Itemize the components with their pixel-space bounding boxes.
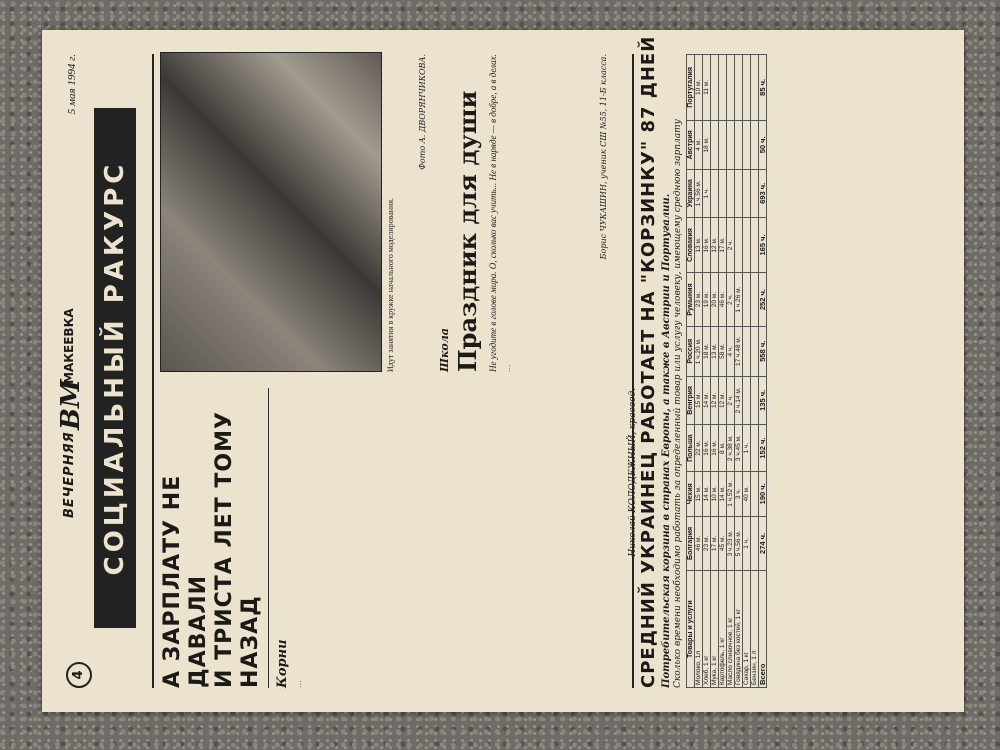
section-title: СОЦИАЛЬНЫЙ РАКУРС <box>94 108 136 628</box>
basket-title: СРЕДНИЙ УКРАИНЕЦ РАБОТАЕТ НА "КОРЗИНКУ" 87 ДНЕЙ <box>638 35 659 688</box>
table-row <box>711 55 719 688</box>
time-cell <box>743 55 751 121</box>
time-cell <box>735 120 743 169</box>
goods-cell: Картофель, 1 кг <box>719 571 727 688</box>
time-cell <box>711 169 719 217</box>
time-cell: 4 ч. <box>727 326 735 376</box>
photo-credit: Фото А. ДВОРЯНЧИКОВА. <box>418 54 427 170</box>
goods-cell: Молоко, 1л <box>695 571 703 688</box>
goods-cell: Хлеб, 1 кг <box>703 571 711 688</box>
basket-col-header: Товары и услуги <box>687 571 695 688</box>
time-cell: 1 ч. <box>703 169 711 217</box>
basket-col-header: Португалия <box>687 55 695 121</box>
paper-name: ВЕЧЕРНЯЯ <box>62 431 77 518</box>
time-cell: 190 ч. <box>759 472 767 517</box>
basket-col-header: Венгрия <box>687 376 695 425</box>
time-cell: 16 м. <box>703 217 711 273</box>
masthead <box>56 54 154 688</box>
time-cell: 2 ч. <box>727 273 735 327</box>
lead-rubric: Корни <box>275 639 290 688</box>
time-cell <box>727 55 735 121</box>
basket-lead-2: Сколько времени необходимо работать за определенный товар или услугу человеку, имеющему среднюю зарплату <box>673 119 683 688</box>
classroom-photo <box>160 52 382 372</box>
time-cell: 1 ч. <box>743 425 751 472</box>
basket-col-header: Чехия <box>687 472 695 517</box>
time-cell <box>727 169 735 217</box>
time-cell: 46 м. <box>719 273 727 327</box>
time-cell: 16 м. <box>711 425 719 472</box>
school-title: Праздник для души <box>453 90 482 372</box>
time-cell: 20 м. <box>711 273 719 327</box>
time-cell: 50 ч. <box>759 120 767 169</box>
time-cell <box>743 120 751 169</box>
basket-col-header: Украина <box>687 169 695 217</box>
basket-col-header: Польша <box>687 425 695 472</box>
lead-byline: Николай КОЛОДЕЖНЫЙ, краевед. <box>628 388 638 557</box>
basket-col-header: Словакия <box>687 217 695 273</box>
newspaper-page <box>42 30 964 712</box>
time-cell: 152 ч. <box>759 425 767 472</box>
page-content <box>42 30 964 712</box>
school-text: … <box>503 364 512 372</box>
time-cell <box>719 55 727 121</box>
goods-cell: Всего <box>759 571 767 688</box>
time-cell: 16 м. <box>703 425 711 472</box>
goods-cell: Говядина без костей, 1 кг <box>735 571 743 688</box>
time-cell: 58 м. <box>719 326 727 376</box>
time-cell: 12 м. <box>719 376 727 425</box>
time-cell <box>743 326 751 376</box>
basket-table-body <box>695 55 767 688</box>
table-row <box>735 55 743 688</box>
basket-table <box>686 54 767 688</box>
time-cell: 15 м. <box>695 472 703 517</box>
time-cell: 12 м. <box>711 217 719 273</box>
time-cell: 85 ч. <box>759 55 767 121</box>
school-rubric: Школа <box>438 328 451 372</box>
time-cell <box>743 376 751 425</box>
time-cell: 23 м. <box>703 516 711 571</box>
time-cell: 1 ч.56 м. <box>695 169 703 217</box>
time-cell <box>735 55 743 121</box>
photo-caption: Идут занятия в кружке начального моделирования. <box>386 197 395 372</box>
basket-table-header <box>687 55 695 688</box>
time-cell: 693 ч. <box>759 169 767 217</box>
table-row <box>703 55 711 688</box>
time-cell <box>743 273 751 327</box>
table-row <box>743 55 751 688</box>
goods-cell: Масло сливочное, 1 кг <box>727 571 735 688</box>
time-cell: 10 м. <box>695 55 703 121</box>
time-cell: 4 м. <box>695 120 703 169</box>
issue-date: 5 мая 1994 г. <box>66 54 78 115</box>
time-cell <box>735 217 743 273</box>
page-number: 4 <box>66 662 92 688</box>
school-article-body <box>438 54 618 372</box>
time-cell: 3 ч.23 м. <box>727 516 735 571</box>
time-cell <box>727 120 735 169</box>
basket-col-header: Румыния <box>687 273 695 327</box>
time-cell: 15 м. <box>695 376 703 425</box>
goods-cell: Мука, 1 кг <box>711 571 719 688</box>
basket-col-header: Австрия <box>687 120 695 169</box>
goods-cell: Бензин, 1 л <box>751 571 759 688</box>
time-cell: 1 ч.52 м. <box>727 472 735 517</box>
time-cell: 2 ч. <box>727 217 735 273</box>
time-cell: 3 ч.45 м. <box>735 425 743 472</box>
basket-col-header: Россия <box>687 326 695 376</box>
table-row <box>759 55 767 688</box>
time-cell <box>735 169 743 217</box>
time-cell: 18 м. <box>703 326 711 376</box>
school-byline: Борис ЧУКАШИН, ученик СШ №55, 11-Б класса. <box>599 54 608 260</box>
paper-city: МАКЕЕВКА <box>62 308 76 384</box>
time-cell: 135 ч. <box>759 376 767 425</box>
goods-cell: Сахар, 1 кг <box>743 571 751 688</box>
time-cell: 1 ч.20 м. <box>695 326 703 376</box>
time-cell: 45 м. <box>719 516 727 571</box>
time-cell: 23 м. <box>695 273 703 327</box>
time-cell: 252 ч. <box>759 273 767 327</box>
time-cell: 18 м. <box>703 120 711 169</box>
basket-article <box>632 35 952 688</box>
time-cell: 17 м. <box>719 217 727 273</box>
time-cell: 558 ч. <box>759 326 767 376</box>
time-cell <box>743 217 751 273</box>
time-cell <box>743 169 751 217</box>
time-cell: 14 м. <box>719 472 727 517</box>
time-cell: 10 м. <box>711 472 719 517</box>
school-article <box>160 54 620 372</box>
time-cell: 3 ч. <box>735 472 743 517</box>
time-cell: 17 м. <box>711 516 719 571</box>
time-cell: 14 м. <box>703 376 711 425</box>
time-cell <box>711 55 719 121</box>
paper-logo: ВМ <box>56 379 86 430</box>
lead-headline <box>160 388 269 688</box>
time-cell: 13 м. <box>711 326 719 376</box>
table-row <box>719 55 727 688</box>
basket-lead: Потребительская корзина в странах Европы, а также в Австрии и Португалии. <box>661 193 672 688</box>
time-cell: 14 м. <box>703 472 711 517</box>
table-row <box>695 55 703 688</box>
time-cell <box>719 120 727 169</box>
time-cell: 11 м. <box>703 55 711 121</box>
lead-headline-line-1: А ЗАРПЛАТУ НЕ ДАВАЛИ <box>160 474 211 688</box>
time-cell: 8 м. <box>719 425 727 472</box>
time-cell: 274 ч. <box>759 516 767 571</box>
school-lead: Не угодите в голове мира. О, сколько вас учить... Не в наряде — в добре, а в делах. <box>488 54 498 372</box>
time-cell: 2 ч.38 м. <box>727 425 735 472</box>
time-cell: 1 ч.26 м. <box>735 273 743 327</box>
table-row <box>727 55 735 688</box>
lead-headline-line-2: И ТРИСТА ЛЕТ ТОМУ НАЗАД <box>212 411 263 688</box>
time-cell: 17 ч.48 м. <box>735 326 743 376</box>
time-cell: 46 м. <box>695 516 703 571</box>
time-cell: 12 м. <box>711 376 719 425</box>
time-cell <box>719 169 727 217</box>
time-cell: 2 ч.14 м. <box>735 376 743 425</box>
time-cell: 1 ч. <box>743 516 751 571</box>
time-cell <box>711 120 719 169</box>
time-cell: 19 м. <box>703 273 711 327</box>
time-cell: 22 м. <box>695 425 703 472</box>
basket-col-header: Болгария <box>687 516 695 571</box>
time-cell: 165 ч. <box>759 217 767 273</box>
time-cell: 5 ч.56 м. <box>735 516 743 571</box>
lead-article <box>160 388 638 688</box>
lead-article-text: … <box>294 680 303 688</box>
time-cell: 2 ч. <box>727 376 735 425</box>
time-cell: 13 м. <box>695 217 703 273</box>
time-cell: 40 м. <box>743 472 751 517</box>
